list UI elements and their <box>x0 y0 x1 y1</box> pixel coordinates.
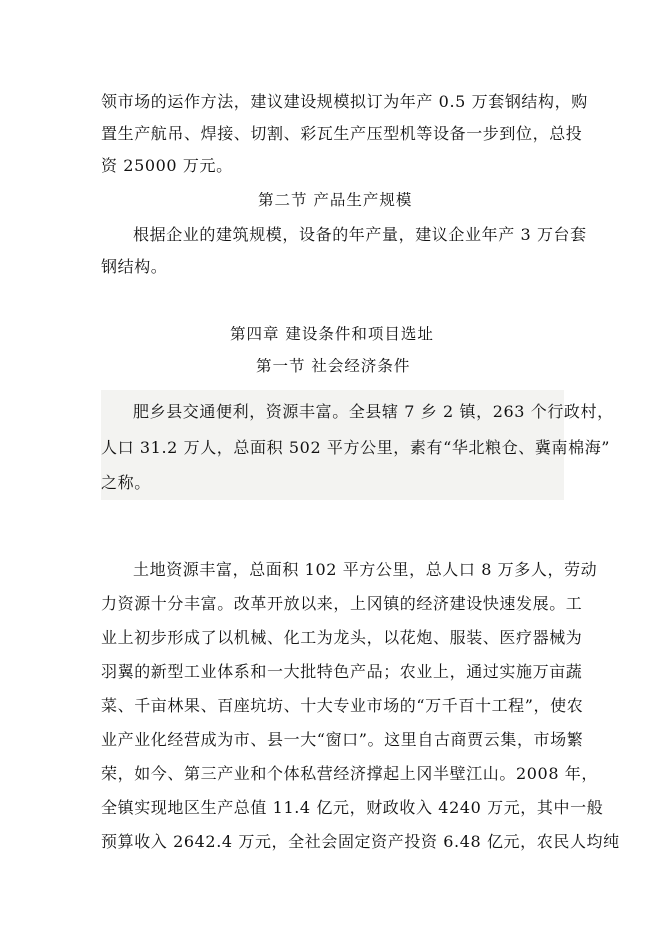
paragraph-line: 业产业化经营成为市、县一大“窗口”。这里自古商贾云集，市场繁 <box>101 730 584 749</box>
paragraph-line: 业上初步形成了以机械、化工为龙头，以花炮、服装、医疗器械为 <box>101 628 583 647</box>
paragraph-line: 人口 31.2 万人，总面积 502 平方公里，素有“华北粮仓、冀南棉海” <box>101 438 611 457</box>
paragraph-line: 肥乡县交通便利，资源丰富。全县辖 7 乡 2 镇，263 个行政村， <box>133 402 614 421</box>
chapter-heading: 第四章 建设条件和项目选址 <box>230 325 434 343</box>
paragraph-line: 菜、千亩林果、百座坑坊、十大专业市场的“万千百十工程”，使农 <box>101 696 584 715</box>
paragraph-line: 荣，如今、第三产业和个体私营经济撑起上冈半壁江山。2008 年， <box>101 764 599 783</box>
paragraph-line: 钢结构。 <box>101 257 168 276</box>
paragraph-line: 置生产航吊、焊接、切割、彩瓦生产压型机等设备一步到位，总投 <box>101 124 583 143</box>
paragraph-line: 羽翼的新型工业体系和一大批特色产品；农业上，通过实施万亩蔬 <box>101 662 583 681</box>
paragraph-line: 资 25000 万元。 <box>101 156 233 175</box>
section-heading-product-scale: 第二节 产品生产规模 <box>258 191 413 209</box>
paragraph-line: 根据企业的建筑规模，设备的年产量，建议企业年产 3 万台套 <box>133 225 587 244</box>
paragraph-line: 力资源十分丰富。改革开放以来，上冈镇的经济建设快速发展。工 <box>101 594 583 613</box>
paragraph-line: 预算收入 2642.4 万元，全社会固定资产投资 6.48 亿元，农民人均纯 <box>101 832 620 851</box>
paragraph-line: 全镇实现地区生产总值 11.4 亿元，财政收入 4240 万元，其中一般 <box>101 798 604 817</box>
paragraph-line: 之称。 <box>101 473 151 492</box>
paragraph-line: 土地资源丰富，总面积 102 平方公里，总人口 8 万多人，劳动 <box>133 560 598 579</box>
section-heading-social-economy: 第一节 社会经济条件 <box>256 357 411 375</box>
paragraph-line: 领市场的运作方法，建议建设规模拟订为年产 0.5 万套钢结构，购 <box>101 92 588 111</box>
